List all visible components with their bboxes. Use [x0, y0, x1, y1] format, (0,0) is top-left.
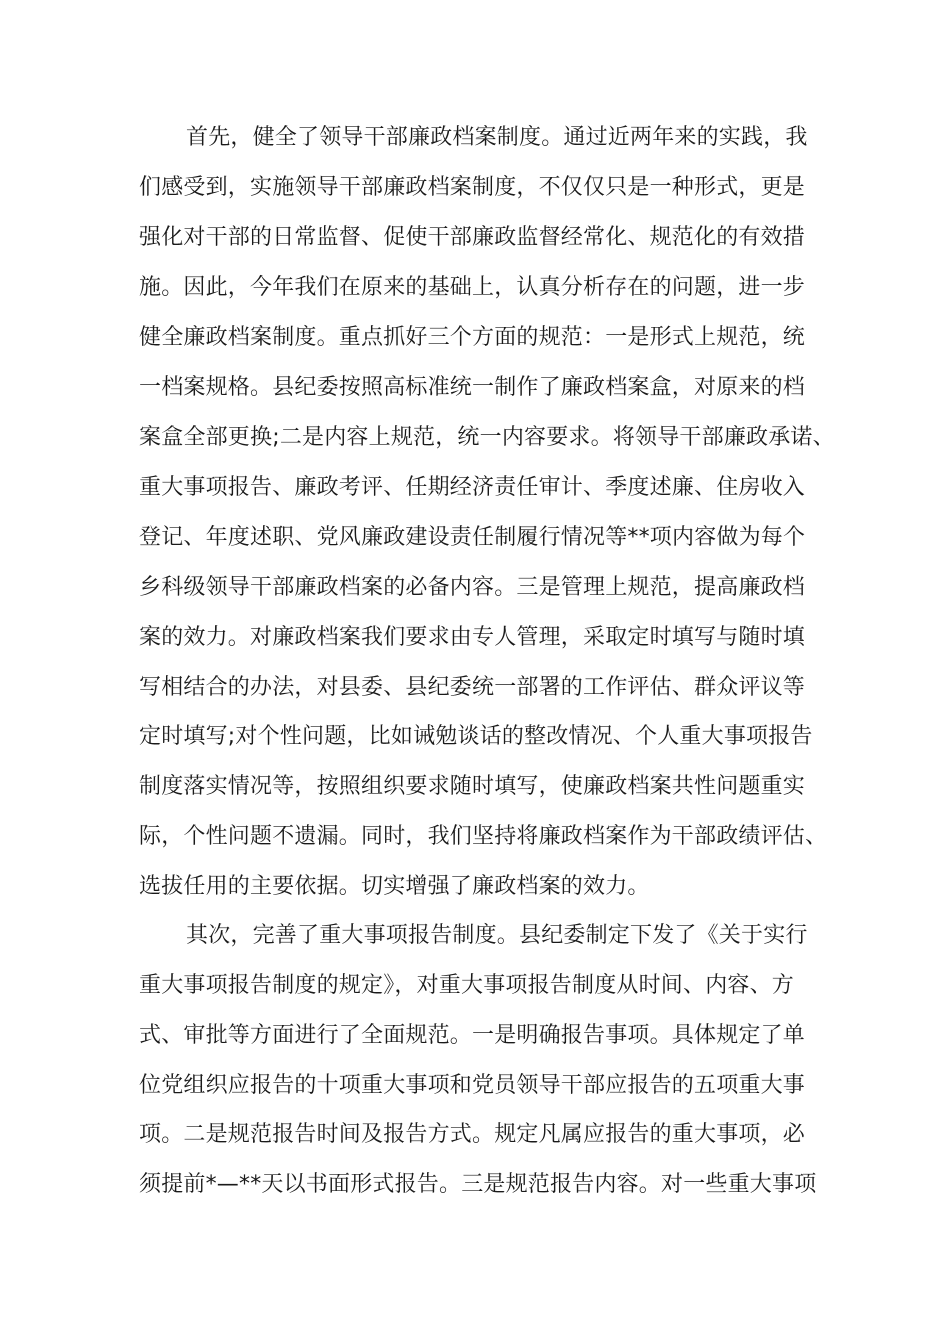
paragraph-2-line-3: 式、审批等方面进行了全面规范。一是明确报告事项。具体规定了单	[139, 1023, 806, 1048]
paragraph-1-line-15: 际，个性问题不遗漏。同时，我们坚持将廉政档案作为干部政绩评估、	[139, 824, 828, 849]
paragraph-1-line-6: 一档案规格。县纪委按照高标准统一制作了廉政档案盒，对原来的档	[139, 375, 806, 400]
paragraph-1-line-11: 案的效力。对廉政档案我们要求由专人管理，采取定时填写与随时填	[139, 625, 806, 650]
paragraph-2-line-4: 位党组织应报告的十项重大事项和党员领导干部应报告的五项重大事	[139, 1073, 806, 1098]
paragraph-1-line-5: 健全廉政档案制度。重点抓好三个方面的规范：一是形式上规范，统	[139, 325, 806, 350]
paragraph-1-line-4: 施。因此，今年我们在原来的基础上，认真分析存在的问题，进一步	[139, 275, 806, 300]
paragraph-1-line-14: 制度落实情况等，按照组织要求随时填写，使廉政档案共性问题重实	[139, 774, 806, 799]
paragraph-1-line-16: 选拔任用的主要依据。切实增强了廉政档案的效力。	[139, 874, 650, 899]
paragraph-2-line-2: 重大事项报告制度的规定》，对重大事项报告制度从时间、内容、方	[139, 973, 795, 998]
paragraph-2-line-5: 项。二是规范报告时间及报告方式。规定凡属应报告的重大事项，必	[139, 1122, 806, 1147]
paragraph-1-line-3: 强化对干部的日常监督、促使干部廉政监督经常化、规范化的有效措	[139, 225, 806, 250]
paragraph-1-line-2: 们感受到，实施领导干部廉政档案制度，不仅仅只是一种形式，更是	[139, 175, 806, 200]
paragraph-1-line-1: 首先，健全了领导干部廉政档案制度。通过近两年来的实践，我	[186, 125, 808, 150]
paragraph-1-line-13: 定时填写;对个性问题，比如诫勉谈话的整改情况、个人重大事项报告	[139, 724, 813, 749]
paragraph-2-line-6: 须提前*—**天以书面形式报告。三是规范报告内容。对一些重大事项	[139, 1172, 817, 1197]
paragraph-1-line-9: 登记、年度述职、党风廉政建设责任制履行情况等**项内容做为每个	[139, 525, 806, 550]
paragraph-2-line-1: 其次，完善了重大事项报告制度。县纪委制定下发了《关于实行	[186, 923, 808, 948]
paragraph-1-line-10: 乡科级领导干部廉政档案的必备内容。三是管理上规范，提高廉政档	[139, 575, 806, 600]
paragraph-1-line-7: 案盒全部更换;二是内容上规范，统一内容要求。将领导干部廉政承诺、	[139, 425, 835, 450]
paragraph-1-line-12: 写相结合的办法，对县委、县纪委统一部署的工作评估、群众评议等	[139, 675, 806, 700]
paragraph-1-line-8: 重大事项报告、廉政考评、任期经济责任审计、季度述廉、住房收入	[139, 475, 806, 500]
